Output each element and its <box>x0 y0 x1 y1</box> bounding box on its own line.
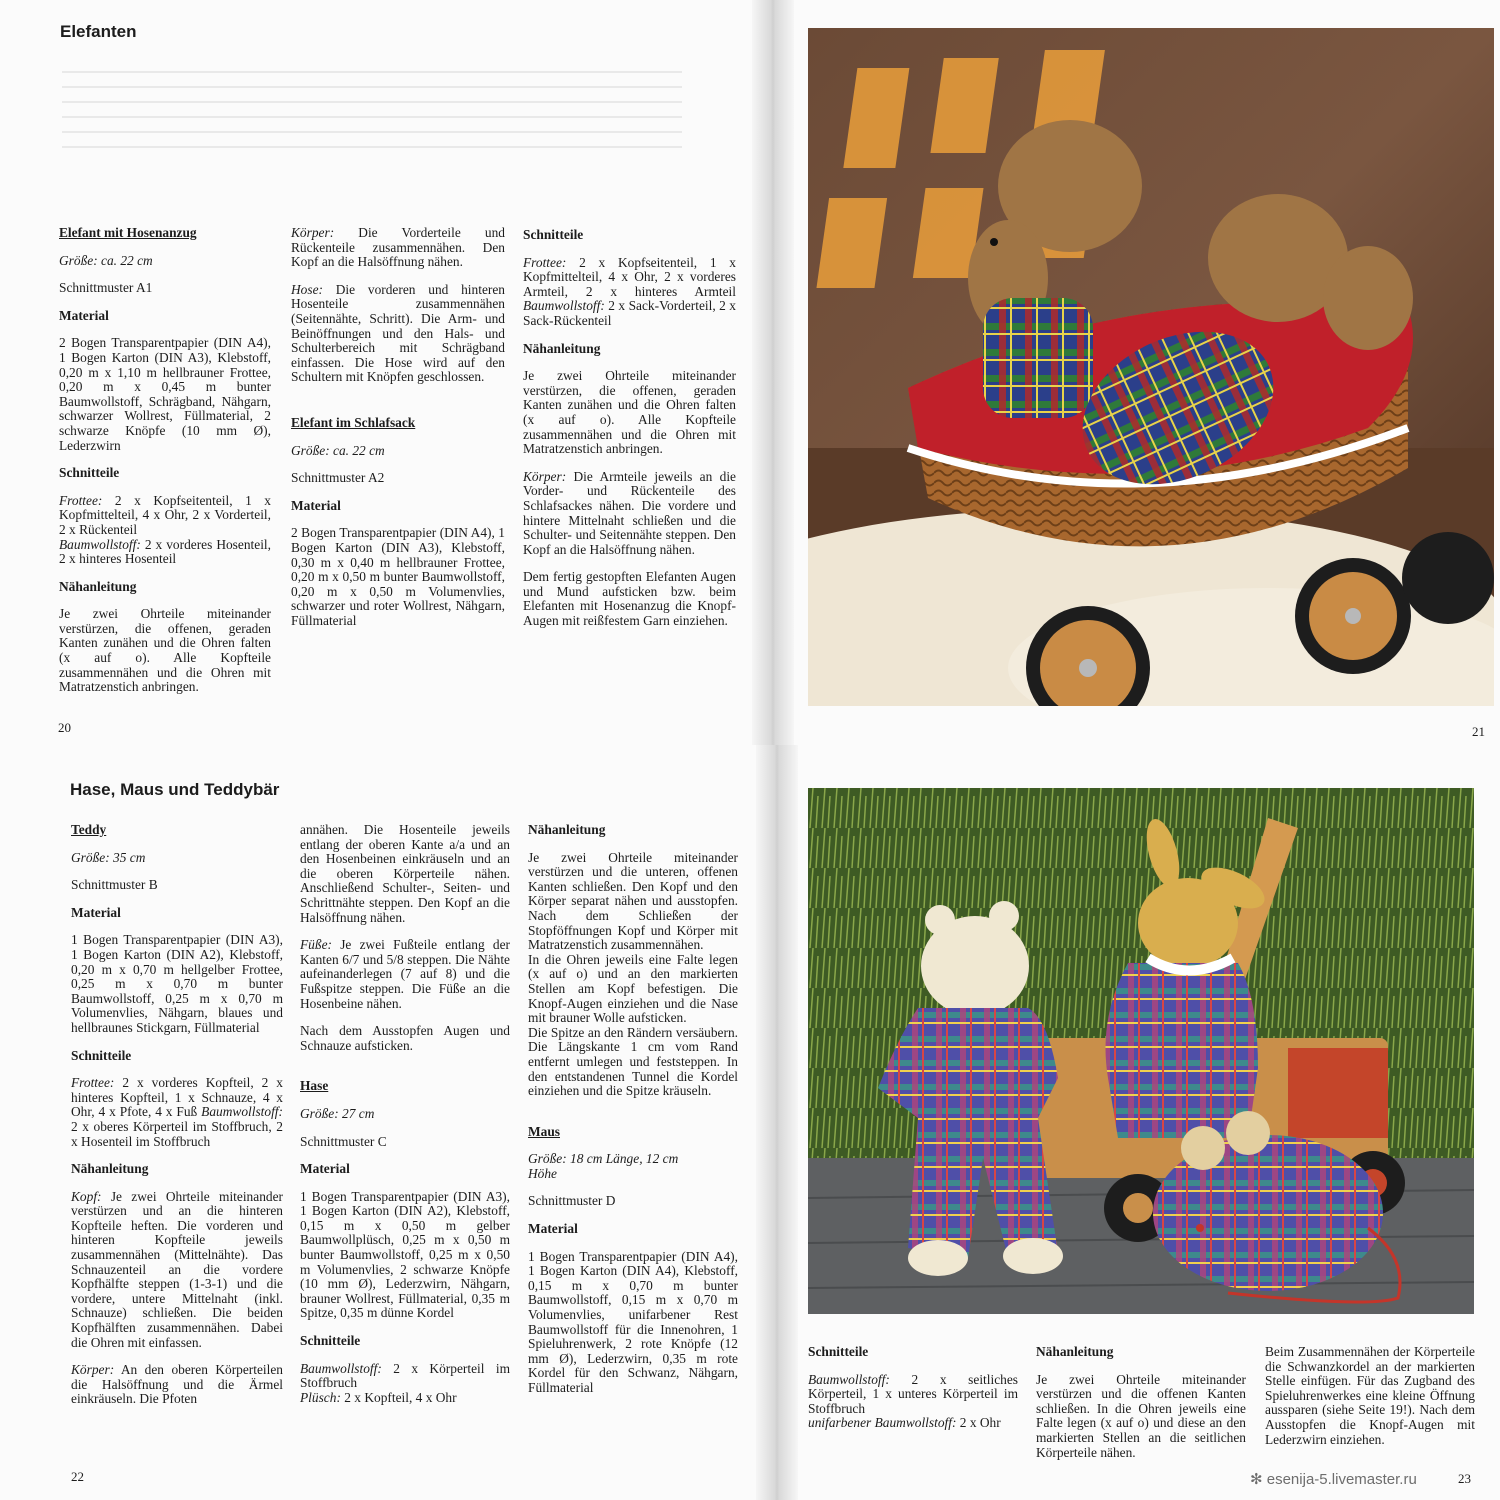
page-22 <box>0 745 756 1500</box>
section-heading: Teddy <box>71 822 107 837</box>
fabric-label: Frottee: <box>523 254 567 270</box>
schnitteile-text <box>71 1076 283 1149</box>
page-number: 23 <box>1458 1471 1471 1486</box>
watermark <box>1250 1470 1417 1488</box>
pattern: Schnittmuster B <box>71 877 158 893</box>
size: Größe: ca. 22 cm <box>59 252 153 268</box>
schnitteile-text <box>523 256 736 329</box>
pattern: Schnittmuster C <box>300 1133 387 1149</box>
page-20 <box>0 0 752 745</box>
naeh-text: Je zwei Ohrteile miteinander verstürzen, die offenen, geraden Kanten zunähen und die Ohren falten (x auf o). Alle Kopfteile zusammennähen und die Ohren mit Matratzenstich anbringen. <box>523 368 736 457</box>
koerper-text <box>523 470 736 558</box>
hose-text <box>291 283 505 385</box>
label: Körper: <box>71 1362 115 1378</box>
label: Körper: <box>523 468 567 484</box>
fabric-parts: 2 x Kopfseitenteil, 1 x Kopfmittelteil, 4 x Ohr, 2 x vorderes Armteil, 2 x hinteres Armteil <box>523 254 736 299</box>
body: In die Ohren jeweils eine Falte legen (x auf o) und an den markierten Stellen am Kopf befestigen. Die Knopf-Augen einziehen und die Nase mit brauner Wolle aufsticken. <box>528 951 738 1026</box>
body: An den oberen Körperteilen die Halsöffnung und die Ärmel einkräuseln. Die Pfoten <box>71 1362 283 1407</box>
section-heading: Hase <box>300 1078 329 1094</box>
fabric-label: Baumwollstoff: <box>523 298 605 314</box>
material-heading: Material <box>71 904 121 920</box>
schnitteile-heading: Schnitteile <box>808 1344 869 1359</box>
fuesse-text <box>300 938 510 1011</box>
fabric-parts: 2 x Körperteil im Stoffbruch <box>300 1360 510 1391</box>
kopf-text <box>71 1190 283 1351</box>
final-text: Nach dem Ausstopfen Augen und Schnauze aufsticken. <box>300 1023 510 1053</box>
size: Größe: ca. 22 cm <box>291 442 385 458</box>
fabric-parts: 2 x Kopfteil, 4 x Ohr <box>340 1389 457 1405</box>
column-2 <box>1036 1345 1246 1473</box>
schnitteile-heading: Schnitteile <box>523 227 584 242</box>
body: Die Vorderteile und Rückenteile zusammennähen. Den Kopf an die Halsöffnung nähen. <box>291 225 505 270</box>
fabric-label: Baumwollstoff: <box>59 536 141 552</box>
gutter <box>756 745 798 1500</box>
material-text: 2 Bogen Transparentpapier (DIN A4), 1 Bogen Karton (DIN A3), Klebstoff, 0,30 m x 0,40 m hellbrauner Frottee, 0,20 m x 0,50 m bunter Baumwollstoff, 0,20 m x 0,50 m Volumenvlies, schwarzer und roter Wollrest, Nähgarn, Füllmaterial <box>291 525 505 628</box>
page-21 <box>794 0 1500 745</box>
elephants-in-wicker-cart-photo <box>808 28 1494 706</box>
size: Größe: 27 cm <box>300 1105 375 1121</box>
material-heading: Material <box>291 497 341 513</box>
body: Die vorderen und hinteren Hosenteile zusammennähen (Seitennähte, Schritt). Die Arm- und Beinöffnungen und den Hals- und Schulterbereich mit Schrägband einfassen. Die Hose wird auf den Schultern mit Knöpfen geschlossen. <box>291 281 505 385</box>
naeh-heading: Nähanleitung <box>1036 1344 1114 1359</box>
fabric-parts: 2 x vorderes Kopfteil, 2 x hinteres Kopfteil, 1 x Schnauze, 4 x Ohr, 4 x Pfote, 4 x Fuß <box>71 1075 283 1120</box>
fabric-parts: 2 x Ohr <box>956 1415 1001 1431</box>
naeh-heading: Nähanleitung <box>528 822 606 837</box>
schnitteile-heading: Schnitteile <box>59 465 120 481</box>
naeh-text: Je zwei Ohrteile miteinander verstürzen, die offenen, geraden Kanten zunähen und die Ohren falten (x auf o). Alle Kopfteile zusammennähen und die Ohren mit Matratzenstich anbringen. <box>59 606 271 695</box>
chapter-title: Hase, Maus und Teddybär <box>70 780 280 799</box>
column-1 <box>59 226 271 708</box>
column-3 <box>523 228 736 642</box>
teddy-rabbit-mouse-toy-truck-photo <box>808 788 1474 1314</box>
pattern: Schnittmuster A1 <box>59 280 153 296</box>
fabric-label: Baumwollstoff: <box>201 1104 283 1120</box>
snowflake-icon: ✻ <box>1250 1471 1263 1488</box>
fabric-parts: 2 x Sack-Vorderteil, 2 x Sack-Rückenteil <box>523 298 736 328</box>
material-text: 1 Bogen Transparentpapier (DIN A3), 1 Bogen Karton (DIN A2), Klebstoff, 0,20 m x 0,70 m hellgelber Frottee, 0,25 m x 0,70 m bunter Baumwollstoff, 0,25 m x 0,70 m Volumenvlies, Nähgarn, blaues und hellbraunes Stickgarn, Füllmaterial <box>71 932 283 1035</box>
fabric-parts: 2 x seitliches Körperteil, 1 x unteres Körperteil im Stoffbruch <box>808 1371 1018 1416</box>
page-23 <box>798 745 1500 1500</box>
column-3 <box>1265 1345 1475 1460</box>
fabric-label: Frottee: <box>71 1075 115 1091</box>
koerper-text <box>71 1363 283 1407</box>
fabric-parts: 2 x Kopfseitenteil, 1 x Kopfmittelteil, 4 x Ohr, 2 x Vorderteil, 2 x Rückenteil <box>59 492 271 537</box>
fabric-parts: 2 x oberes Körperteil im Stoffbruch, 2 x Hosenteil im Stoffbruch <box>71 1118 283 1149</box>
material-text: 1 Bogen Transparentpapier (DIN A3), 1 Bogen Karton (DIN A2), Klebstoff, 0,15 m x 0,50 m gelber Baumwollplüsch, 0,25 m x 0,50 m bunter Baumwollstoff, 0,25 m x 0,50 m Volumenvlies, 2 schwarze Knöpfe (10 mm Ø), Lederzwirn, Nähgarn, brauner Wollrest, Füllmaterial, 0,35 m Spitze, 0,35 m dünne Kordel <box>300 1188 510 1321</box>
watermark-text: esenija-5.livemaster.ru <box>1266 1471 1417 1488</box>
material-text: 2 Bogen Transparentpapier (DIN A4), 1 Bogen Karton (DIN A3), Klebstoff, 0,20 m x 1,10 m hellbrauner Frottee, 0,20 m x 0,45 m bunter Baumwollstoff, Schrägband, Nähgarn, schwarzer Wollrest, Füllmaterial, 2 schwarze Knöpfe (10 mm Ø), Lederzwirn <box>59 335 271 453</box>
material-text: 1 Bogen Transparentpapier (DIN A4), 1 Bogen Karton (DIN A4), Klebstoff, 0,15 m x 0,70 m bunter Baumwollstoff, 0,15 m x 0,70 m Volumenvlies, unifarbener Rest Baumwollstoff für die Innenohren, 1 Spieluhrenwerk, 2 rote Knöpfe (12 mm Ø), Lederzwirn, 0,35 m rote Kordel für den Schwanz, Nähgarn, Füllmaterial <box>528 1248 738 1395</box>
section-heading: Elefant mit Hosenanzug <box>59 225 197 240</box>
column-2 <box>291 226 505 641</box>
size: Größe: 18 cm Länge, 12 cm Höhe <box>528 1151 679 1181</box>
label: Kopf: <box>71 1188 102 1204</box>
material-heading: Material <box>300 1161 350 1177</box>
column-1 <box>808 1345 1018 1444</box>
size: Größe: 35 cm <box>71 849 146 865</box>
body-text: Beim Zusammennähen der Körperteile die Schwanzkordel an der markierten Stelle einfügen. Für das Zugband des Spieluhrenwerkes eine kleine Öffnung aussparen (siehe Seite 19!). Nach dem Ausstopfen die Knopf-Augen mit Lederzwirn einziehen. <box>1265 1344 1475 1447</box>
label: Füße: <box>300 937 332 953</box>
page-number: 21 <box>1472 724 1485 739</box>
naeh-heading: Nähanleitung <box>59 578 137 594</box>
column-3 <box>528 823 738 1409</box>
column-2 <box>300 823 510 1418</box>
schnitteile-text <box>300 1362 510 1406</box>
naeh-text <box>528 851 738 1099</box>
body: Die Armteile jeweils an die Vorder- und Rückenteile des Schlafsackes nähen. Die vordere und hintere Mittelnaht schließen und die Schulter- und Seitennähte steppen. Den Kopf an die Halsöffnung nähen. <box>523 468 736 557</box>
naeh-heading: Nähanleitung <box>523 340 601 356</box>
koerper-text <box>291 226 505 270</box>
naeh-heading: Nähanleitung <box>71 1161 149 1177</box>
schnitteile-text <box>808 1373 1018 1431</box>
final-text: Dem fertig gestopften Elefanten Augen und Mund aufsticken bzw. beim Elefanten mit Hosenanzug die Knopf-Augen mit reißfestem Garn einziehen. <box>523 569 736 629</box>
body: Die Spitze an den Rändern versäubern. Die Längskante 1 cm vom Rand entfernt umlegen und feststeppen. In den entstandenen Tunnel die Kordel einziehen und die Spitze kräuseln. <box>528 1024 738 1099</box>
body: Je zwei Ohrteile miteinander verstürzen und die unteren, offenen Kanten schließen. Den Kopf und den Körper separat nähen und ausstopfen. Nach dem Schließen der Stopföffnungen Kopf und Körper mit Matratzenstich zusammennähen. <box>528 849 738 953</box>
section-heading: Maus <box>528 1123 560 1139</box>
material-heading: Material <box>528 1221 578 1237</box>
schnitteile-heading: Schnitteile <box>300 1333 361 1349</box>
material-heading: Material <box>59 307 109 323</box>
chapter-title: Elefanten <box>60 22 137 41</box>
column-1 <box>71 823 283 1420</box>
body: Je zwei Ohrteile miteinander verstürzen und an die hinteren Kopfteile heften. Die vorderen und hinteren Kopfteile jeweils zusammennähen (Mittelnähte). Das Schnauzenteil an die vordere Kopfhälfte steppen (1-3-1) und die vordere, untere Mittelnaht (inkl. Schnauze) schließen. Die beiden Kopfhälften zusammennähen. Dabei die Ohren mit einfassen. <box>71 1188 283 1350</box>
naeh-text: Je zwei Ohrteile miteinander verstürzen und die offenen Kanten schließen. In die Ohren jeweils eine Falte legen (x auf o) und diese an den markierten Stellen an die seitlichen Körperteile nähen. <box>1036 1371 1246 1460</box>
gutter <box>752 0 794 745</box>
schnitteile-text <box>59 494 271 567</box>
continued-text: annähen. Die Hosenteile jeweils entlang der oberen Kante a/a und an den Hosenbeinen einkräuseln und an die oberen Körperteile nähen. Anschließend Schulter-, Seiten- und Schrittnähte steppen. Den Kopf an die Halsöffnung nähen. <box>300 822 510 925</box>
page-number: 22 <box>71 1469 84 1484</box>
schnitteile-heading: Schnitteile <box>71 1047 132 1063</box>
fabric-label: Baumwollstoff: <box>300 1360 382 1376</box>
fabric-label: Plüsch: <box>300 1389 341 1405</box>
label: Hose: <box>291 281 323 297</box>
fabric-label: Baumwollstoff: <box>808 1371 890 1387</box>
fabric-parts: 2 x vorderes Hosenteil, 2 x hinteres Hosenteil <box>59 536 271 567</box>
section-heading: Elefant im Schlafsack <box>291 414 416 430</box>
show-through-text <box>62 58 682 168</box>
body: Je zwei Fußteile entlang der Kanten 6/7 und 5/8 steppen. Die Nähte aufeinanderlegen (7 auf 8) und die Fußspitze steppen. Die Füße an die Hosenbeine nähen. <box>300 937 510 1011</box>
pattern: Schnittmuster A2 <box>291 470 385 486</box>
fabric-label: unifarbener Baumwollstoff: <box>808 1415 957 1431</box>
pattern: Schnittmuster D <box>528 1193 616 1209</box>
fabric-label: Frottee: <box>59 492 103 508</box>
page-number: 20 <box>58 720 71 735</box>
label: Körper: <box>291 225 335 240</box>
